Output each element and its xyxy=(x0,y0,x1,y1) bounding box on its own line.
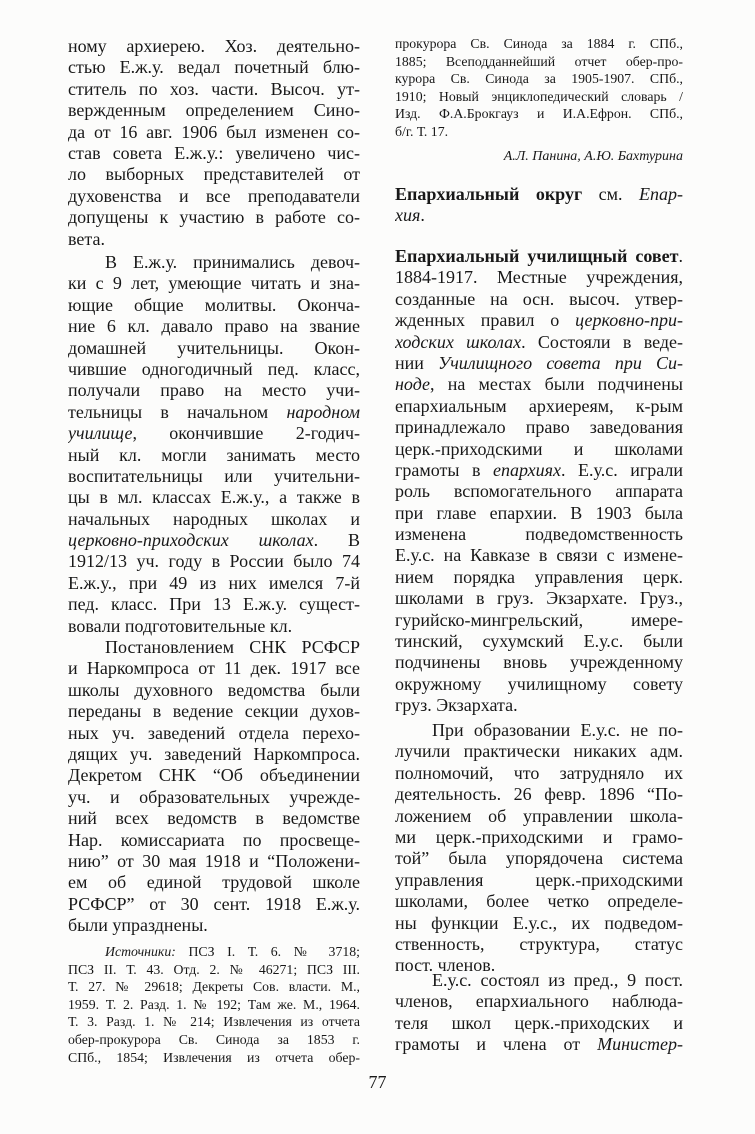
text-line: тинский, сухумский Е.у.с. были xyxy=(395,631,683,652)
text-line: той” была упорядочена система xyxy=(395,848,683,869)
italic-cross-reference: Епар- xyxy=(639,184,683,204)
text-line: уч. и образовательных учрежде- xyxy=(68,786,360,807)
text-line: вовали подготовительные кл. xyxy=(68,615,293,636)
text-line: ный кл. могли занимать место xyxy=(68,444,360,465)
text-line: да от 16 авг. 1906 был изменен со- xyxy=(68,121,360,142)
text-line: обер-прокурора Св. Синода за 1853 г. xyxy=(68,1031,360,1047)
paragraph-admission xyxy=(68,252,360,637)
text-line: курора Св. Синода за 1905-1907. СПб., xyxy=(395,71,683,87)
text-line: полномочий, что затрудняло их xyxy=(395,762,683,783)
text-line: 1910; Новый энциклопедический словарь / xyxy=(395,88,683,104)
paragraph-composition xyxy=(395,970,683,1056)
italic-cross-reference: хия xyxy=(395,205,421,226)
text-run: тельницы в начальном xyxy=(68,401,287,422)
italic-cross-reference: ноде xyxy=(395,374,431,395)
text-line: чившие одногодичный пед. класс, xyxy=(68,358,360,379)
text-line: став совета Е.ж.у.: увеличено чис- xyxy=(68,142,360,163)
entry-headword: Епархиальный училищный совет xyxy=(395,246,679,266)
text-line: пед. класс. При 13 Е.ж.у. сущест- xyxy=(68,594,360,615)
text-line: нию” от 30 мая 1918 и “Положени- xyxy=(68,850,360,871)
text-line: ющие общие молитвы. Оконча- xyxy=(68,294,360,315)
text-line: деятельность. 26 февр. 1896 “По- xyxy=(395,784,683,805)
text-line: Нар. комиссариата по просвеще- xyxy=(68,829,360,850)
text-run: , окончившие 2-годич- xyxy=(132,423,360,444)
text-line: б/г. Т. 17. xyxy=(395,123,449,139)
text-line: гурийско-мингрельский, имере- xyxy=(395,609,683,630)
italic-cross-reference: народном xyxy=(286,401,360,422)
text-line: груз. Экзархата. xyxy=(395,695,518,716)
text-run: грамоты и члена от xyxy=(395,1034,598,1055)
text-line xyxy=(395,353,683,374)
text-line xyxy=(68,402,360,423)
paragraph-continued xyxy=(68,36,360,250)
paragraph-powers xyxy=(395,720,683,977)
text-line xyxy=(395,460,683,481)
italic-cross-reference: училище xyxy=(68,423,133,444)
text-line: ному архиерею. Хоз. деятельно- xyxy=(68,36,360,56)
text-line: теля школ церк.-приходских и xyxy=(395,1012,683,1033)
text-run: . Е.у.с. играли xyxy=(561,459,683,480)
text-line xyxy=(68,943,360,961)
text-line: и Наркомпроса от 11 дек. 1917 все xyxy=(68,658,360,679)
text-line: роль вспомогательного аппарата xyxy=(395,481,683,502)
text-line: лучили практически никаких адм. xyxy=(395,741,683,762)
italic-cross-reference: епархиях xyxy=(493,459,561,480)
text-line: стью Е.ж.у. ведал почетный блю- xyxy=(68,57,360,78)
text-line: пост. членов. xyxy=(395,955,496,976)
text-line: были упразднены. xyxy=(68,915,208,936)
text-line: 1885; Всеподданнейший отчет обер-про- xyxy=(395,53,683,69)
text-line: школами, более четко определе- xyxy=(395,891,683,912)
text-line: окружному училищному совету xyxy=(395,673,683,694)
entry-eparchial-school-council xyxy=(395,246,683,717)
text-line: РСФСР” от 30 сент. 1918 Е.ж.у. xyxy=(68,893,360,914)
italic-cross-reference: Источники: xyxy=(105,944,176,959)
text-line xyxy=(395,332,683,353)
text-line xyxy=(395,246,683,267)
text-line xyxy=(395,310,683,331)
text-line: получали право на место учи- xyxy=(68,380,360,401)
text-line: вержденным определением Сино- xyxy=(68,100,360,121)
text-line: церк.-приходскими и школами xyxy=(395,438,683,459)
text-line: При образовании Е.у.с. не по- xyxy=(432,720,683,740)
italic-cross-reference: ходских школах xyxy=(395,331,522,352)
text-line: ных уч. заведений отдела перехо- xyxy=(68,722,360,743)
text-line: допущены к участию в работе со- xyxy=(68,207,360,228)
text-line: Изд. Ф.А.Брокгауз и И.А.Ефрон. СПб., xyxy=(395,106,683,122)
text-line: 1959. Т. 2. Разд. 1. № 192; Там же. М., 1964. xyxy=(68,996,360,1012)
text-line xyxy=(395,1034,683,1055)
text-run: жденных правил о xyxy=(395,310,576,331)
text-line: ем об единой трудовой школе xyxy=(68,872,360,893)
text-line: домашней учительницы. Окон- xyxy=(68,337,360,358)
text-line xyxy=(395,205,683,226)
text-line: СПб., 1854; Извлечения из отчета обер- xyxy=(68,1049,360,1065)
text-line: ми церк.-приходскими и грамо- xyxy=(395,826,683,847)
article-authors: А.Л. Панина, А.Ю. Бахтурина xyxy=(503,149,683,164)
text-line: начальных народных школах и xyxy=(68,508,360,529)
text-run: . В xyxy=(313,530,360,551)
text-line: прокурора Св. Синода за 1884 г. СПб., xyxy=(395,36,683,51)
text-line: воспитательницы или учительни- xyxy=(68,465,360,486)
italic-cross-reference: Министер- xyxy=(597,1034,683,1055)
text-line: ственность, структура, статус xyxy=(395,933,683,954)
text-line: ние 6 кл. давало право на звание xyxy=(68,316,360,337)
text-line: нием порядка управления церк. xyxy=(395,566,683,587)
text-line: созданные на осн. высоч. утвер- xyxy=(395,288,683,309)
sources-list xyxy=(68,943,360,1066)
italic-cross-reference: Училищного совета при Си- xyxy=(438,352,683,373)
text-line: Постановлением СНК РСФСР xyxy=(105,637,360,657)
text-line: подчинены вновь учрежденному xyxy=(395,652,683,673)
text-line: при главе епархии. В 1903 была xyxy=(395,502,683,523)
text-line: вета. xyxy=(68,228,105,249)
text-line: ки с 9 лет, умеющие читать и зна- xyxy=(68,273,360,294)
text-line: ститель по хоз. части. Высоч. ут- xyxy=(68,78,360,99)
text-run: . Состояли в веде- xyxy=(521,331,683,352)
text-line: школами в груз. Экзархате. Груз., xyxy=(395,588,683,609)
text-run: см. xyxy=(582,184,639,204)
text-line: ПСЗ II. Т. 43. Отд. 2. № 46271; ПСЗ III. xyxy=(68,961,360,977)
text-run: ПСЗ I. Т. 6. № 3718; xyxy=(175,944,360,959)
entry-eparchial-district xyxy=(395,184,683,227)
text-line xyxy=(68,530,360,551)
italic-cross-reference: церковно-при- xyxy=(575,310,683,331)
text-line: 1884-1917. Местные учреждения, xyxy=(395,267,683,288)
italic-cross-reference: церковно-приходских школах xyxy=(68,530,314,551)
text-line: ложением об управлении школа- xyxy=(395,805,683,826)
text-line: принадлежало право заведования xyxy=(395,417,683,438)
text-line: изменена подведомственность xyxy=(395,524,683,545)
text-line: цы в мл. классах Е.ж.у., а также в xyxy=(68,487,360,508)
text-line xyxy=(68,423,360,444)
text-run: . xyxy=(678,246,683,266)
text-line: членов, епархиального наблюда- xyxy=(395,991,683,1012)
page-number: 77 xyxy=(368,1072,387,1092)
text-run: , на местах были подчинены xyxy=(430,374,683,395)
text-line: ны функции Е.у.с., их подведом- xyxy=(395,912,683,933)
sources-list-continued xyxy=(395,35,683,141)
text-line: В Е.ж.у. принимались девоч- xyxy=(105,252,360,272)
text-line: ний всех ведомств в ведомстве xyxy=(68,808,360,829)
text-line: Е.у.с. состоял из пред., 9 пост. xyxy=(432,970,683,990)
text-run: грамоты в xyxy=(395,459,494,480)
text-line: дящих уч. заведений Наркомпроса. xyxy=(68,743,360,764)
text-line: Е.ж.у., при 49 из них имелся 7-й xyxy=(68,572,360,593)
text-line: управления церк.-приходскими xyxy=(395,869,683,890)
text-run: . xyxy=(420,205,425,226)
text-line: школы духовного ведомства были xyxy=(68,679,360,700)
text-line: ло выборных представителей от xyxy=(68,164,360,185)
text-line: Т. 27. № 29618; Декреты Сов. власти. М., xyxy=(68,979,360,995)
text-run: нии xyxy=(395,352,439,373)
text-line: переданы в ведение секции духов- xyxy=(68,701,360,722)
text-line: духовенства и все преподаватели xyxy=(68,185,360,206)
text-line: Е.у.с. на Кавказе в связи с измене- xyxy=(395,545,683,566)
paragraph-abolition xyxy=(68,637,360,936)
text-line xyxy=(395,184,683,205)
text-line: Т. 3. Разд. 1. № 214; Извлечения из отчета xyxy=(68,1014,360,1030)
text-line: епархиальным архиереям, к-рым xyxy=(395,395,683,416)
text-line xyxy=(395,374,683,395)
text-line: Декретом СНК “Об объединении xyxy=(68,765,360,786)
entry-headword: Епархиальный округ xyxy=(395,184,583,204)
text-line: 1912/13 уч. году в России было 74 xyxy=(68,551,360,572)
